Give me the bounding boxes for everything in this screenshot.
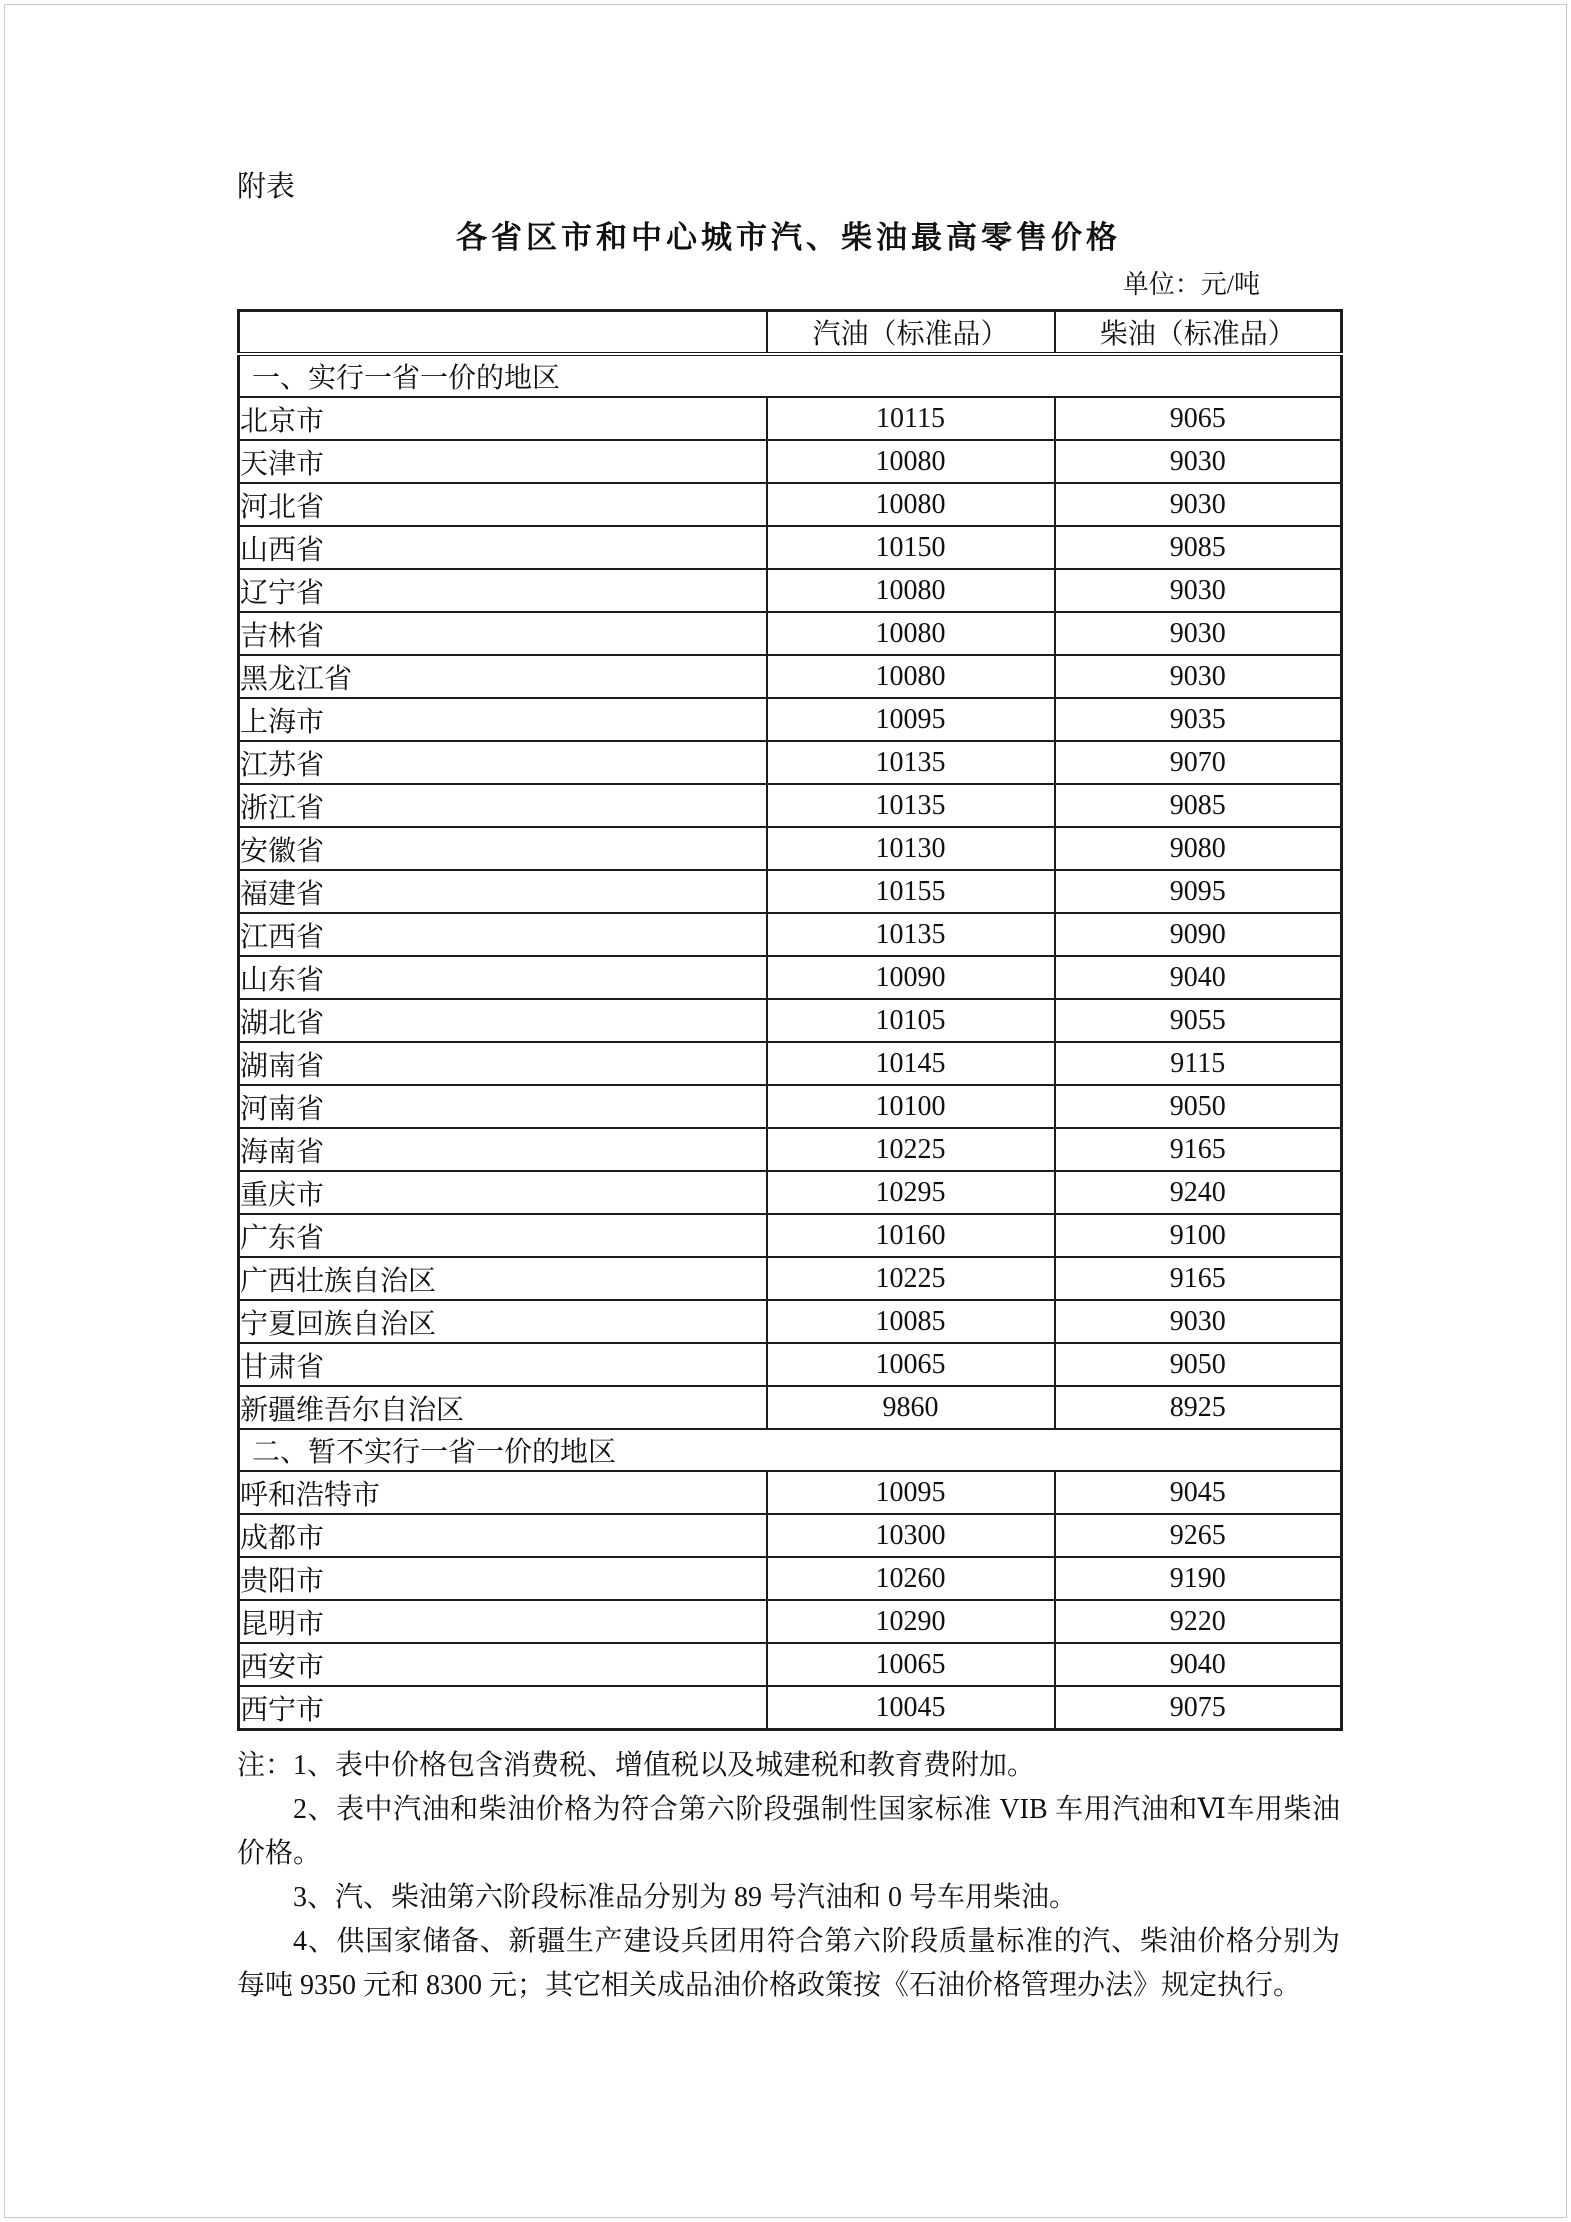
diesel-price-cell: 9065: [1055, 397, 1342, 440]
gasoline-price-cell: 10225: [767, 1257, 1055, 1300]
gasoline-price-cell: 10135: [767, 913, 1055, 956]
diesel-price-cell: 9050: [1055, 1085, 1342, 1128]
table-row: [239, 1300, 1342, 1343]
region-cell: 江苏省: [239, 741, 767, 784]
diesel-price-cell: 9115: [1055, 1042, 1342, 1085]
table-row: [239, 1686, 1342, 1730]
table-row: [239, 1643, 1342, 1686]
column-header-diesel: 柴油（标准品）: [1055, 311, 1342, 355]
gasoline-price-cell: 10080: [767, 440, 1055, 483]
table-row: [239, 741, 1342, 784]
note-paragraph: 注：1、表中价格包含消费税、增值税以及城建税和教育费附加。: [237, 1750, 1036, 1781]
table-row: [239, 698, 1342, 741]
diesel-price-cell: 9050: [1055, 1343, 1342, 1386]
diesel-price-cell: 9190: [1055, 1557, 1342, 1600]
diesel-price-cell: 9030: [1055, 483, 1342, 526]
diesel-price-cell: 9090: [1055, 913, 1342, 956]
region-cell: 河南省: [239, 1085, 767, 1128]
gasoline-price-cell: 10150: [767, 526, 1055, 569]
region-cell: 新疆维吾尔自治区: [239, 1386, 767, 1429]
section-header-cell: 二、暂不实行一省一价的地区: [239, 1429, 1342, 1471]
region-cell: 上海市: [239, 698, 767, 741]
gasoline-price-cell: 10260: [767, 1557, 1055, 1600]
region-cell: 甘肃省: [239, 1343, 767, 1386]
gasoline-price-cell: 10085: [767, 1300, 1055, 1343]
unit-note: 单位：元/吨: [1122, 270, 1260, 299]
region-cell: 福建省: [239, 870, 767, 913]
section-header-row: [239, 354, 1342, 397]
table-row: [239, 526, 1342, 569]
region-cell: 北京市: [239, 397, 767, 440]
gasoline-price-cell: 10095: [767, 698, 1055, 741]
gasoline-price-cell: 10090: [767, 956, 1055, 999]
gasoline-price-cell: 10135: [767, 741, 1055, 784]
table-row: [239, 913, 1342, 956]
diesel-price-cell: 9165: [1055, 1128, 1342, 1171]
gasoline-price-cell: 10290: [767, 1600, 1055, 1643]
region-cell: 山西省: [239, 526, 767, 569]
table-row: [239, 655, 1342, 698]
diesel-price-cell: 9240: [1055, 1171, 1342, 1214]
region-cell: 湖北省: [239, 999, 767, 1042]
table-row: [239, 827, 1342, 870]
note-paragraph: 2、表中汽油和柴油价格为符合第六阶段强制性国家标准 VIB 车用汽油和Ⅵ车用柴油价格。: [237, 1794, 1340, 1869]
region-cell: 呼和浩特市: [239, 1471, 767, 1514]
region-cell: 宁夏回族自治区: [239, 1300, 767, 1343]
table-row: [239, 1171, 1342, 1214]
table-row: [239, 612, 1342, 655]
region-cell: 天津市: [239, 440, 767, 483]
gasoline-price-cell: 10155: [767, 870, 1055, 913]
diesel-price-cell: 9030: [1055, 612, 1342, 655]
gasoline-price-cell: 10300: [767, 1514, 1055, 1557]
table-row: [239, 784, 1342, 827]
diesel-price-cell: 9075: [1055, 1686, 1342, 1730]
gasoline-price-cell: 10160: [767, 1214, 1055, 1257]
table-row: [239, 569, 1342, 612]
diesel-price-cell: 9100: [1055, 1214, 1342, 1257]
gasoline-price-cell: 10225: [767, 1128, 1055, 1171]
document-content: [237, 170, 1340, 2008]
diesel-price-cell: 8925: [1055, 1386, 1342, 1429]
region-cell: 西宁市: [239, 1686, 767, 1730]
region-cell: 吉林省: [239, 612, 767, 655]
table-row: [239, 1085, 1342, 1128]
gasoline-price-cell: 10145: [767, 1042, 1055, 1085]
region-cell: 辽宁省: [239, 569, 767, 612]
notes-block: [237, 1744, 1340, 2008]
table-row: [239, 1600, 1342, 1643]
gasoline-price-cell: 10135: [767, 784, 1055, 827]
diesel-price-cell: 9085: [1055, 526, 1342, 569]
gasoline-price-cell: 10115: [767, 397, 1055, 440]
gasoline-price-cell: 10130: [767, 827, 1055, 870]
region-cell: 贵阳市: [239, 1557, 767, 1600]
table-row: [239, 1514, 1342, 1557]
table-row: [239, 1257, 1342, 1300]
diesel-price-cell: 9085: [1055, 784, 1342, 827]
attachment-label: 附表: [237, 171, 296, 203]
diesel-price-cell: 9030: [1055, 440, 1342, 483]
region-cell: 成都市: [239, 1514, 767, 1557]
gasoline-price-cell: 10065: [767, 1343, 1055, 1386]
diesel-price-cell: 9035: [1055, 698, 1342, 741]
note-paragraph: 4、供国家储备、新疆生产建设兵团用符合第六阶段质量标准的汽、柴油价格分别为每吨 9350 元和 8300 元；其它相关成品油价格政策按《石油价格管理办法》规定执行。: [237, 1926, 1340, 2001]
table-row: [239, 999, 1342, 1042]
table-row: [239, 1042, 1342, 1085]
diesel-price-cell: 9220: [1055, 1600, 1342, 1643]
region-cell: 海南省: [239, 1128, 767, 1171]
diesel-price-cell: 9080: [1055, 827, 1342, 870]
region-cell: 昆明市: [239, 1600, 767, 1643]
region-cell: 河北省: [239, 483, 767, 526]
table-header-row: [239, 311, 1342, 355]
diesel-price-cell: 9040: [1055, 956, 1342, 999]
table-row: [239, 1343, 1342, 1386]
table-row: [239, 440, 1342, 483]
table-row: [239, 1128, 1342, 1171]
region-cell: 山东省: [239, 956, 767, 999]
diesel-price-cell: 9045: [1055, 1471, 1342, 1514]
table-row: [239, 397, 1342, 440]
table-row: [239, 1471, 1342, 1514]
table-row: [239, 1386, 1342, 1429]
diesel-price-cell: 9030: [1055, 1300, 1342, 1343]
gasoline-price-cell: 10045: [767, 1686, 1055, 1730]
region-cell: 广东省: [239, 1214, 767, 1257]
gasoline-price-cell: 10080: [767, 569, 1055, 612]
gasoline-price-cell: 10065: [767, 1643, 1055, 1686]
region-cell: 黑龙江省: [239, 655, 767, 698]
table-row: [239, 870, 1342, 913]
page-title: 各省区市和中心城市汽、柴油最高零售价格: [456, 220, 1121, 255]
column-header-region: [239, 311, 767, 355]
gasoline-price-cell: 10080: [767, 483, 1055, 526]
gasoline-price-cell: 10080: [767, 655, 1055, 698]
diesel-price-cell: 9030: [1055, 569, 1342, 612]
diesel-price-cell: 9265: [1055, 1514, 1342, 1557]
gasoline-price-cell: 9860: [767, 1386, 1055, 1429]
region-cell: 安徽省: [239, 827, 767, 870]
region-cell: 西安市: [239, 1643, 767, 1686]
region-cell: 江西省: [239, 913, 767, 956]
table-row: [239, 483, 1342, 526]
table-row: [239, 1557, 1342, 1600]
diesel-price-cell: 9095: [1055, 870, 1342, 913]
region-cell: 湖南省: [239, 1042, 767, 1085]
gasoline-price-cell: 10295: [767, 1171, 1055, 1214]
column-header-gasoline: 汽油（标准品）: [767, 311, 1055, 355]
section-header-row: [239, 1429, 1342, 1471]
region-cell: 重庆市: [239, 1171, 767, 1214]
diesel-price-cell: 9070: [1055, 741, 1342, 784]
region-cell: 浙江省: [239, 784, 767, 827]
gasoline-price-cell: 10105: [767, 999, 1055, 1042]
diesel-price-cell: 9030: [1055, 655, 1342, 698]
diesel-price-cell: 9055: [1055, 999, 1342, 1042]
note-paragraph: 3、汽、柴油第六阶段标准品分别为 89 号汽油和 0 号车用柴油。: [293, 1882, 1078, 1913]
gasoline-price-cell: 10080: [767, 612, 1055, 655]
gasoline-price-cell: 10095: [767, 1471, 1055, 1514]
diesel-price-cell: 9040: [1055, 1643, 1342, 1686]
table-row: [239, 956, 1342, 999]
gasoline-price-cell: 10100: [767, 1085, 1055, 1128]
region-cell: 广西壮族自治区: [239, 1257, 767, 1300]
section-header-cell: 一、实行一省一价的地区: [239, 354, 1342, 397]
diesel-price-cell: 9165: [1055, 1257, 1342, 1300]
table-row: [239, 1214, 1342, 1257]
price-table: [237, 309, 1343, 1731]
